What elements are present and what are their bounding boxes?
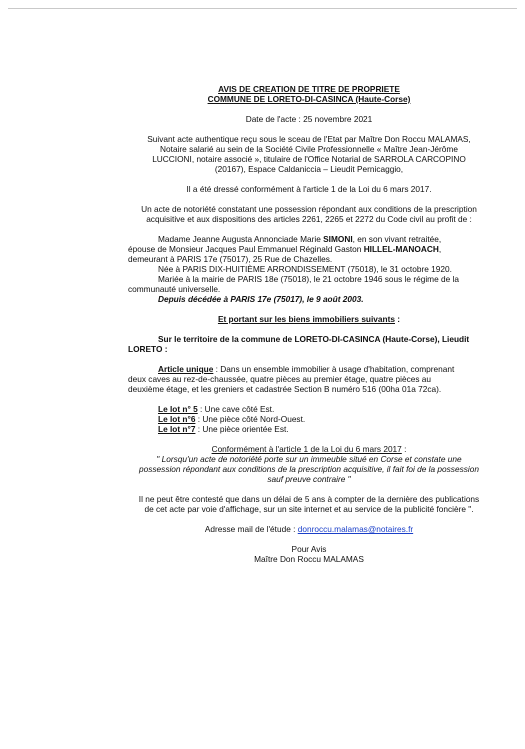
top-divider <box>8 8 517 9</box>
conform-quote-line: sauf preuve contraire " <box>267 474 351 484</box>
intro-paragraph <box>128 134 490 174</box>
person-line: Née à PARIS DIX-HUITIÈME ARRONDISSEMENT (75018), le 31 octobre 1920. <box>158 264 452 274</box>
spouse-surname: HILLEL-MANOACH <box>363 244 439 254</box>
lot-item <box>158 424 490 434</box>
signature-name: Maître Don Roccu MALAMAS <box>254 554 364 564</box>
article-paragraph <box>128 364 490 394</box>
person-text: épouse de Monsieur Jacques Paul Emmanuel Réginald Gaston <box>128 244 364 254</box>
lot-text: : Une pièce côté Nord-Ouest. <box>195 414 306 424</box>
contest-paragraph <box>128 494 490 514</box>
lot-text: : Une pièce orientée Est. <box>195 424 289 434</box>
person-text: Madame Jeanne Augusta Annonciade Marie <box>158 234 324 244</box>
contest-line: de cet acte par voie d'affichage, sur un site internet et au service de la publicité foncière ". <box>144 504 474 514</box>
lot-label: Le lot n°7 <box>158 424 196 434</box>
date-acte: Date de l'acte : 25 novembre 2021 <box>245 114 373 124</box>
email-line <box>128 524 490 534</box>
title-line-1: AVIS DE CREATION DE TITRE DE PROPRIETE <box>218 84 400 94</box>
intro-line: (20167), Espace Caldaniccia – Lieudit Pernicaggio, <box>214 164 404 174</box>
person-line: communauté universelle. <box>128 284 221 294</box>
conform-heading-text: Conformément à l'article 1 de la Loi du 6 mars 2017 <box>211 444 402 454</box>
person-surname: SIMONI <box>323 234 353 244</box>
biens-heading-text: Et portant sur les biens immobiliers suivants <box>217 314 395 324</box>
contest-line: Il ne peut être contesté que dans un délai de 5 ans à compter de la dernière des publications <box>138 494 480 504</box>
biens-heading-suffix: : <box>394 314 401 324</box>
notoriete-paragraph <box>128 204 490 224</box>
article-label: Article unique <box>158 364 214 374</box>
signature-line: Pour Avis <box>291 544 327 554</box>
conform-heading <box>128 444 490 454</box>
territoire-line: LORETO : <box>128 344 168 354</box>
person-line <box>128 234 490 244</box>
title-line-2: COMMUNE DE LORETO-DI-CASINCA (Haute-Corse) <box>207 94 411 104</box>
email-link[interactable]: donroccu.malamas@notaires.fr <box>297 524 414 534</box>
notoriete-line: Un acte de notoriété constatant une possession répondant aux conditions de la prescription <box>141 204 477 214</box>
conform-quote-line: possession répondant aux conditions de la prescription acquisitive, il fait foi de la possession <box>139 464 479 474</box>
lot-text: : Une cave côté Est. <box>197 404 275 414</box>
deces-line: Depuis décédée à PARIS 17e (75017), le 9 août 2003. <box>158 294 364 304</box>
lot-label: Le lot n° 5 <box>158 404 198 414</box>
conform-heading-suffix: : <box>401 444 407 454</box>
notice-body <box>128 84 490 564</box>
lot-label: Le lot n°6 <box>158 414 196 424</box>
person-paragraph <box>128 234 490 304</box>
loi-line: Il a été dressé conformément à l'article 1 de la Loi du 6 mars 2017. <box>186 184 432 194</box>
person-line <box>128 244 490 254</box>
intro-line: Notaire salarié au sein de la Société Civile Professionnelle « Maître Jean-Jérôme <box>160 144 458 154</box>
person-text: , <box>438 244 442 254</box>
conform-paragraph <box>128 444 490 484</box>
intro-line: Suivant acte authentique reçu sous le sceau de l'Etat par Maître Don Roccu MALAMAS, <box>147 134 471 144</box>
person-text: , en son vivant retraitée, <box>352 234 442 244</box>
person-line: demeurant à PARIS 17e (75017), 25 Rue de Chazelles. <box>128 254 333 264</box>
lot-item <box>158 404 490 414</box>
lot-item <box>158 414 490 424</box>
biens-heading <box>128 314 490 324</box>
article-line: deux caves au rez-de-chaussée, quatre pièces au premier étage, quatre pièces au <box>128 374 432 384</box>
intro-line: LUCCIONI, notaire associé », titulaire de l'Office Notarial de SARROLA CARCOPINO <box>152 154 466 164</box>
conform-quote-line: " Lorsqu'un acte de notoriété porte sur un immeuble situé en Corse et constate une <box>156 454 462 464</box>
article-text: : Dans un ensemble immobilier à usage d'habitation, comprenant <box>213 364 455 374</box>
territoire-line: Sur le territoire de la commune de LORETO-DI-CASINCA (Haute-Corse), Lieudit <box>158 334 470 344</box>
signature-block <box>128 544 490 564</box>
article-line: deuxième étage, et les greniers et cadastrée Section B numéro 516 (00ha 01a 72ca). <box>128 384 442 394</box>
email-label: Adresse mail de l'étude : <box>204 524 298 534</box>
article-line <box>128 364 490 374</box>
lots-list <box>158 404 490 434</box>
notoriete-line: acquisitive et aux dispositions des articles 2261, 2265 et 2272 du Code civil au profit de : <box>146 214 472 224</box>
territoire-paragraph <box>128 334 490 354</box>
person-line: Mariée à la mairie de PARIS 18e (75018), le 21 octobre 1946 sous le régime de la <box>158 274 460 284</box>
